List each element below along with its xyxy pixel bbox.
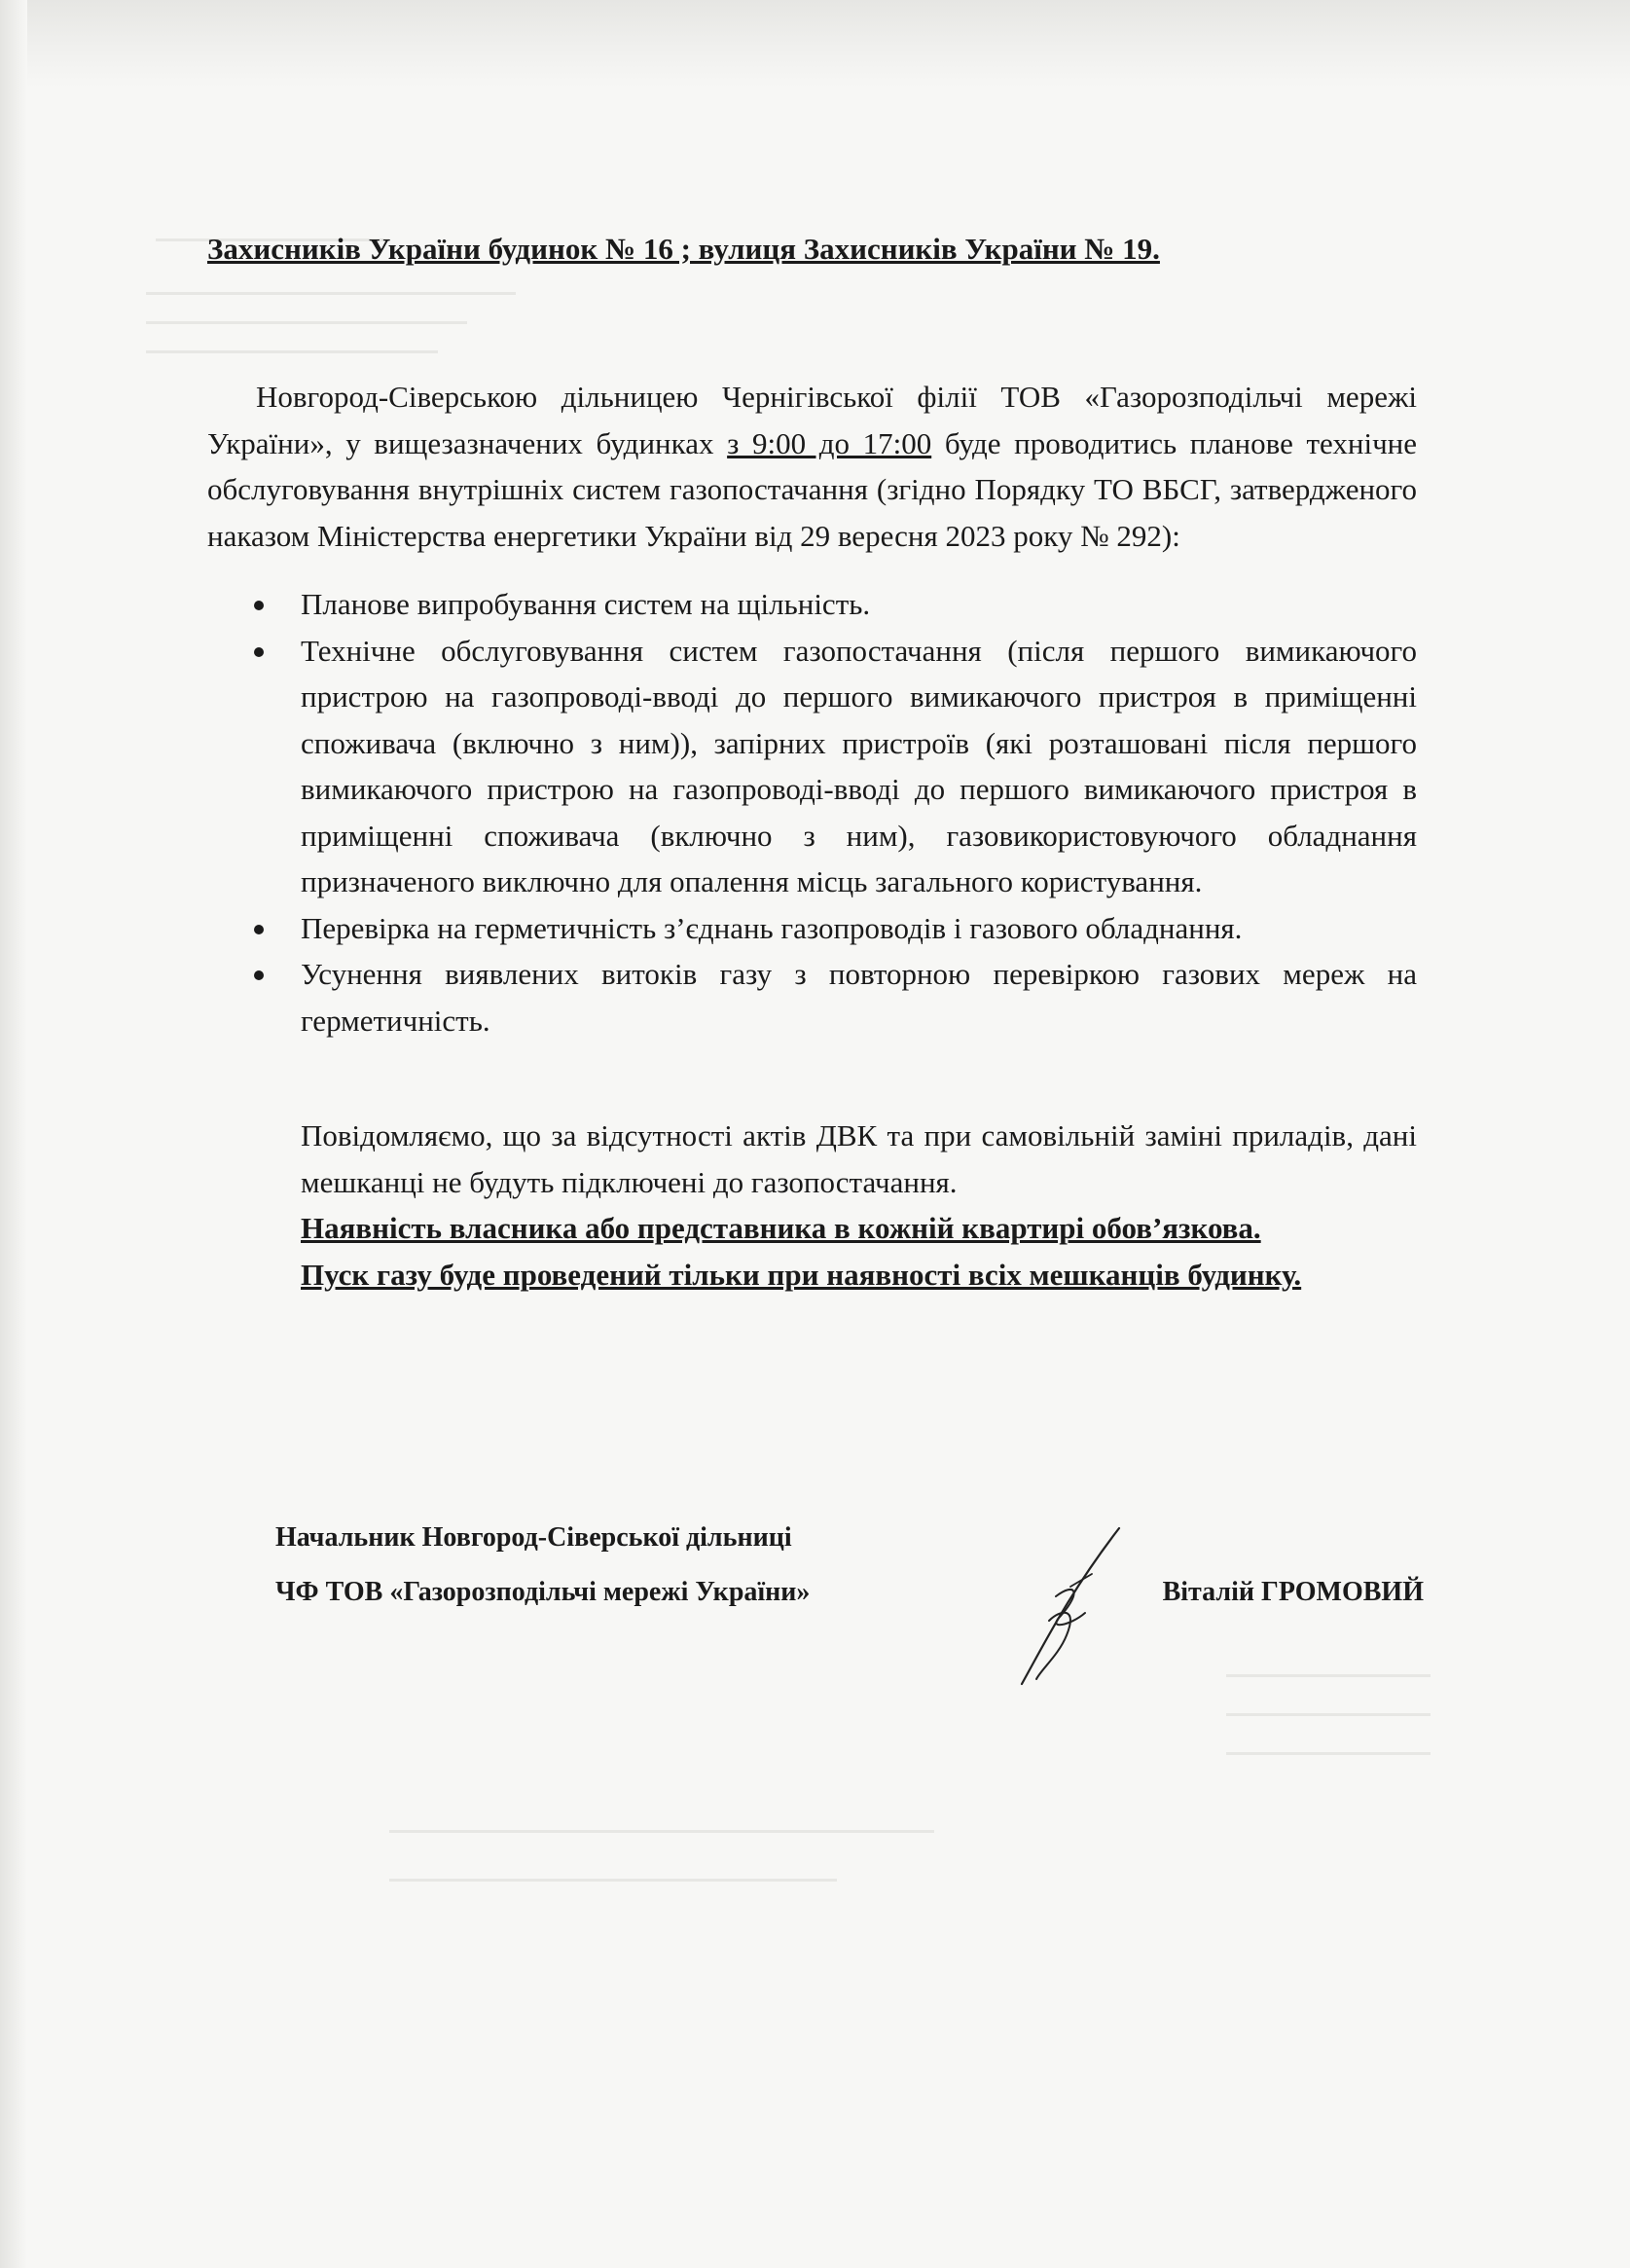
signature-organization-line <box>275 1565 1424 1620</box>
bullet-icon <box>254 925 264 934</box>
list-item <box>207 951 1417 1043</box>
owner-presence-requirement: Наявність власника або представника в кожній квартирі обов’язкова. <box>301 1211 1261 1245</box>
work-list <box>207 581 1417 1043</box>
notes-section <box>301 1113 1417 1298</box>
bullet-icon <box>254 601 264 610</box>
intro-text-start: Новгород-Сіверською дільницею Чернігівської філії ТОВ «Газорозподільчі мережі України», у вищезазначених будинках <box>207 380 1417 460</box>
gas-start-condition: Пуск газу буде проведений тільки при наявності всіх мешканців будинку. <box>301 1257 1302 1292</box>
signature-position-line <box>275 1511 1424 1565</box>
list-item-text: Технічне обслуговування систем газопостачання (після першого вимикаючого пристрою на газопроводі-вводі до першого вимикаючого пристроя в приміщенні споживача (включно з ним)), запірних пристроїв (які розташовані після першого вимикаючого пристрою на газопроводі-вводі до першого вимикаючого пристроя в приміщенні споживача (включно з ним), газовикористовуючого обладнання призначеного виключно для опалення місць загального користування. <box>301 633 1417 898</box>
intro-text-end: буде проводитись планове технічне обслуговування внутрішніх систем газопостачання (згідно Порядку ТО ВБСГ, затвердженого наказом Міністерства енергетики України від 29 вересня 2023 року № 292): <box>207 425 1418 553</box>
address-heading: Захисників України будинок № 16 ; вулиця Захисників України № 19. <box>207 232 1160 266</box>
list-item <box>207 628 1417 905</box>
intro-paragraph <box>207 374 1417 559</box>
bullet-icon <box>254 970 264 980</box>
list-item-text: Усунення виявлених витоків газу з повторною перевіркою газових мереж на герметичність. <box>301 957 1417 1038</box>
list-item <box>207 905 1417 952</box>
signer-position: Начальник Новгород-Сіверської дільниці <box>275 1522 792 1553</box>
work-hours: з 9:00 до 17:00 <box>727 425 932 460</box>
signature-block <box>275 1511 1424 1620</box>
signer-organization: ЧФ ТОВ «Газорозподільчі мережі України» <box>275 1577 811 1607</box>
signer-name: Віталій ГРОМОВИЙ <box>1162 1577 1424 1607</box>
handwritten-signature <box>1002 1523 1139 1689</box>
bullet-icon <box>254 647 264 657</box>
disconnection-notice: Повідомляємо, що за відсутності актів ДВК та при самовільній заміні приладів, дані мешканці не будуть підключені до газопостачання. <box>301 1118 1417 1199</box>
list-item <box>207 581 1417 628</box>
list-item-text: Перевірка на герметичність з’єднань газопроводів і газового обладнання. <box>301 910 1243 945</box>
list-item-text: Планове випробування систем на щільність. <box>301 587 871 621</box>
